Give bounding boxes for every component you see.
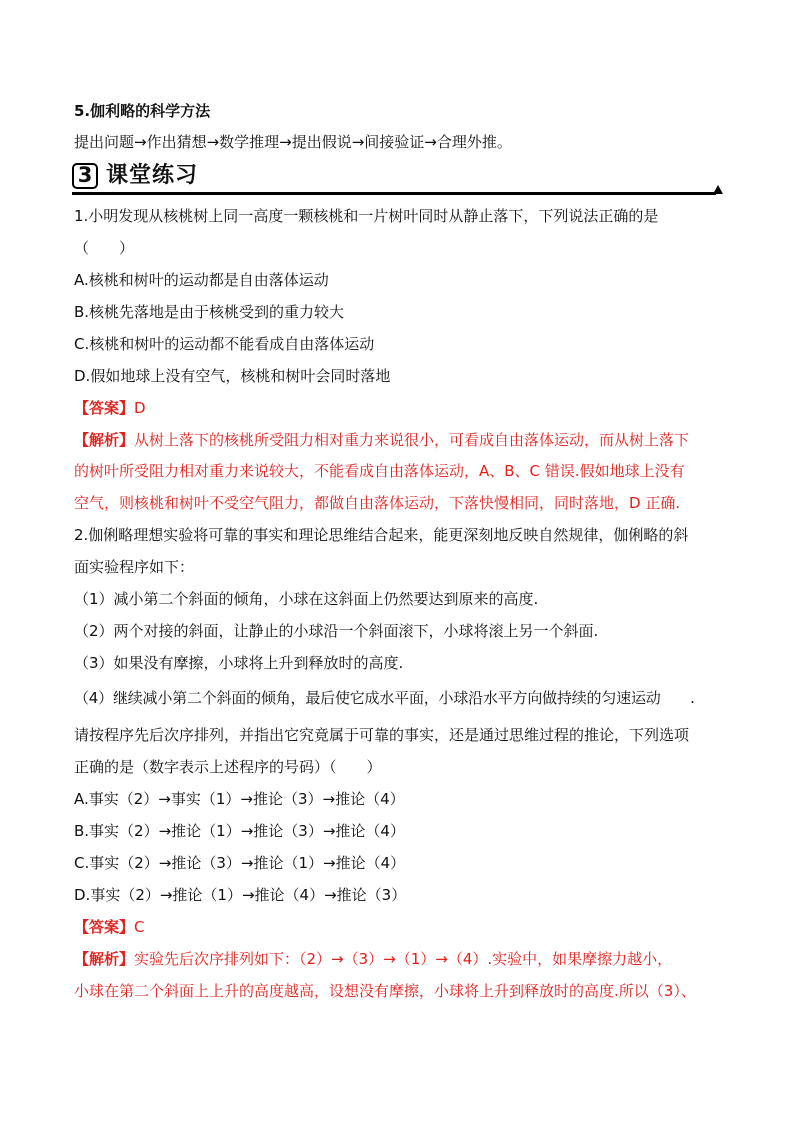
answer-value: D xyxy=(134,399,146,417)
q2-stem-line2: 面实验程序如下： xyxy=(74,558,195,576)
analysis-text: 从树上落下的核桃所受阻力相对重力来说很小，可看成自由落体运动，而从树上落下 xyxy=(134,431,690,449)
q1-stem-line1: 1.小明发现从核桃树上同一高度一颗核桃和一片树叶同时从静止落下，下列说法正确的是 xyxy=(74,207,659,225)
section-number-badge: 3 xyxy=(72,163,98,189)
q2-analysis-line2: 小球在第二个斜面上上升的高度越高，设想没有摩擦，小球将上升到释放时的高度.所以（3）、 xyxy=(74,982,696,1000)
q2-analysis-line1 xyxy=(74,949,724,969)
q1-analysis-line1 xyxy=(74,430,724,450)
section-header xyxy=(72,161,724,195)
q1-analysis-line3: 空气，则核桃和树叶不受空气阻力，都做自由落体运动，下落快慢相同，同时落地，D 正确. xyxy=(74,494,681,512)
section-title: 课堂练习 xyxy=(106,163,199,188)
q2-answer xyxy=(74,917,724,937)
analysis-text: 实验先后次序排列如下：（2）→（3）→（1）→（4）.实验中，如果摩擦力越小， xyxy=(134,950,673,968)
section-rule xyxy=(72,192,716,195)
q1-option-a: A.核桃和树叶的运动都是自由落体运动 xyxy=(74,271,329,289)
answer-tag: 【答案】 xyxy=(74,399,135,417)
q2-question-line1: 请按程序先后次序排列，并指出它究竟属于可靠的事实，还是通过思维过程的推论，下列选项 xyxy=(74,726,690,744)
q1-analysis-line2: 的树叶所受阻力相对重力来说较大，不能看成自由落体运动，A、B、C 错误.假如地球上没有 xyxy=(74,462,685,480)
method-steps: 提出问题→作出猜想→数学推理→提出假说→间接验证→合理外推。 xyxy=(74,133,512,151)
analysis-tag: 【解析】 xyxy=(74,431,135,449)
q1-option-d: D.假如地球上没有空气，核桃和树叶会同时落地 xyxy=(74,367,391,385)
answer-value: C xyxy=(134,918,145,936)
answer-tag: 【答案】 xyxy=(74,918,135,936)
q1-answer xyxy=(74,398,724,418)
q2-step-3: （3）如果没有摩擦，小球将上升到释放时的高度. xyxy=(74,654,404,672)
q2-step-4: （4）继续减小第二个斜面的倾角，最后使它成水平面，小球沿水平方向做持续的匀速运动 . xyxy=(74,689,695,707)
q2-question-line2: 正确的是（数字表示上述程序的号码）（ ） xyxy=(74,758,382,776)
triangle-marker-icon xyxy=(713,185,723,194)
q1-option-c: C.核桃和树叶的运动都不能看成自由落体运动 xyxy=(74,335,375,353)
q2-option-b: B.事实（2）→推论（1）→推论（3）→推论（4） xyxy=(74,822,405,840)
q1-stem-line2: （ ） xyxy=(74,239,135,257)
q2-option-c: C.事实（2）→推论（3）→推论（1）→推论（4） xyxy=(74,854,406,872)
analysis-tag: 【解析】 xyxy=(74,950,135,968)
q2-step-1: （1）减小第二个斜面的倾角，小球在这斜面上仍然要达到原来的高度. xyxy=(74,590,539,608)
q2-option-d: D.事实（2）→推论（1）→推论（4）→推论（3） xyxy=(74,886,407,904)
method-heading: 5.伽利略的科学方法 xyxy=(74,102,211,120)
q2-option-a: A.事实（2）→事实（1）→推论（3）→推论（4） xyxy=(74,790,405,808)
q2-stem-line1: 2.伽俐略理想实验将可靠的事实和理论思维结合起来，能更深刻地反映自然规律，伽俐略的斜 xyxy=(74,526,689,544)
q2-step-2: （2）两个对接的斜面，让静止的小球沿一个斜面滚下，小球将滚上另一个斜面. xyxy=(74,622,599,640)
q1-option-b: B.核桃先落地是由于核桃受到的重力较大 xyxy=(74,303,345,321)
